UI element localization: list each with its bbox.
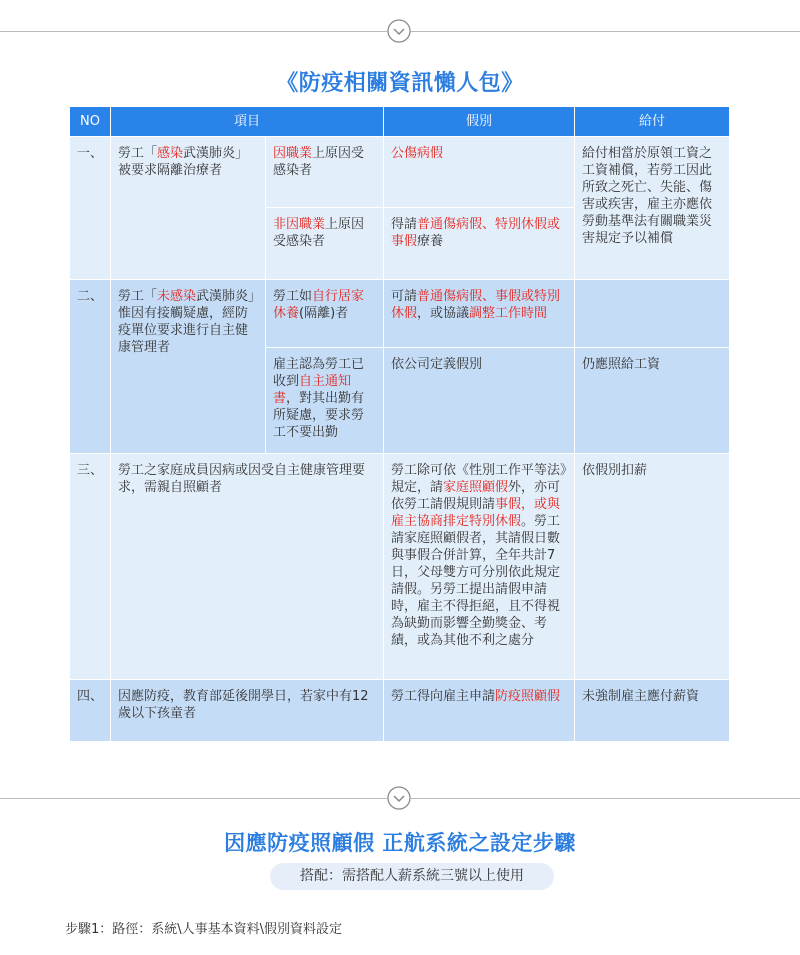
chevron-down-icon [387,19,411,43]
step-instruction: 步驟1：路徑：系統\人事基本資料\假別資料設定 [65,922,343,937]
header-item: 項目 [111,107,384,137]
row-item: 勞工「感染武漢肺炎」被要求隔離治療者 [111,137,266,280]
table-row [70,137,730,208]
table-row [70,680,730,742]
pay-info: 仍應照給工資 [575,348,730,454]
pay-info: 依假別扣薪 [575,454,730,680]
page-title: 《防疫相關資訊懶人包》 [276,71,524,96]
sub-item: 因職業上原因受感染者 [266,137,384,208]
sub-item: 非因職業上原因受感染者 [266,208,384,280]
row-item: 勞工「未感染武漢肺炎」惟因有接觸疑慮，經防疫單位要求進行自主健康管理者 [111,280,266,454]
section-title: 因應防疫照顧假 正航系統之設定步驟 [224,831,576,855]
leave-type: 公傷病假 [384,137,575,208]
info-table [69,106,730,742]
row-item: 勞工之家庭成員因病或因受自主健康管理要求，需親自照顧者 [111,454,384,680]
leave-type: 勞工得向雇主申請防疫照顧假 [384,680,575,742]
row-number: 四、 [70,680,111,742]
sub-item: 雇主認為勞工已收到自主通知書，對其出勤有所疑慮，要求勞工不要出勤 [266,348,384,454]
table-row [70,280,730,348]
table-row [70,454,730,680]
pay-info [575,280,730,348]
pay-info: 給付相當於原領工資之工資補償，若勞工因此所致之死亡、失能、傷害或疾害，雇主亦應依勞動基準法有關職業災害規定予以補償 [575,137,730,280]
chevron-down-icon [387,786,411,810]
header-leave: 假別 [384,107,575,137]
row-item: 因應防疫，教育部延後開學日，若家中有12歲以下孩童者 [111,680,384,742]
header-pay: 給付 [575,107,730,137]
row-number: 二、 [70,280,111,454]
pay-info: 未強制雇主應付薪資 [575,680,730,742]
header-no: NO [70,107,111,137]
sub-item: 勞工如自行居家休養(隔離)者 [266,280,384,348]
leave-type: 依公司定義假別 [384,348,575,454]
leave-type: 可請普通傷病假、事假或特別休假，或協議調整工作時間 [384,280,575,348]
leave-type: 得請普通傷病假、特別休假或事假療養 [384,208,575,280]
row-number: 一、 [70,137,111,280]
requirement-badge: 搭配：需搭配人薪系統三號以上使用 [270,863,554,890]
row-number: 三、 [70,454,111,680]
leave-type: 勞工除可依《性別工作平等法》規定，請家庭照顧假外，亦可依勞工請假規則請事假，或與雇主協商排定特別休假。勞工請家庭照顧假者，其請假日數與事假合併計算，全年共計7日，父母雙方可分別依此規定請假。另勞工提出請假申請時，雇主不得拒絕，且不得視為缺勤而影響全勤獎金、考績，或為其他不利之處分 [384,454,575,680]
